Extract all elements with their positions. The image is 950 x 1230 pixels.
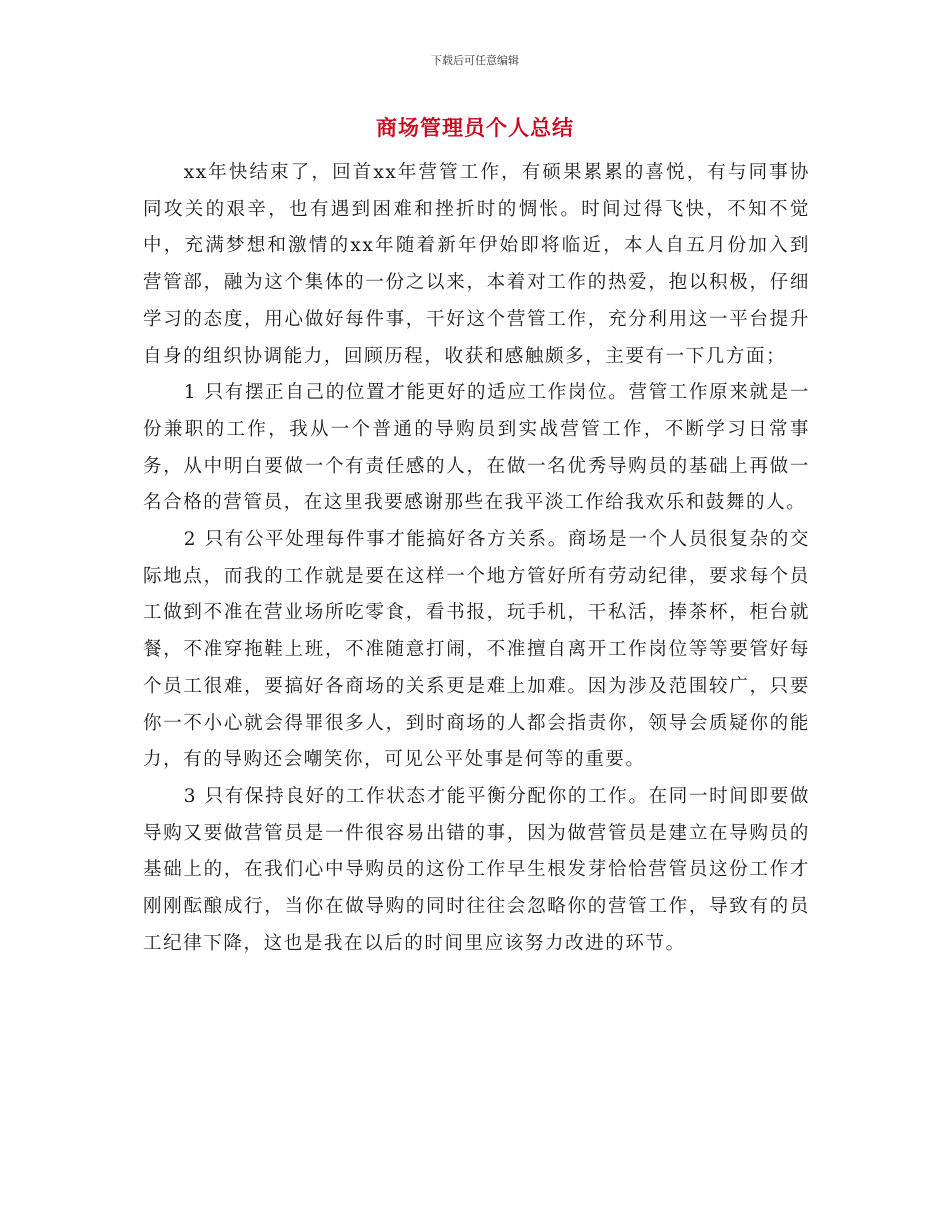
document-title: 商场管理员个人总结 — [376, 115, 574, 140]
paragraph-point-3: 3 只有保持良好的工作状态才能平衡分配你的工作。在同一时间即要做导购又要做营管员是一件很容易出错的事，因为做营管员是建立在导购员的基础上的，在我们心中导购员的这份工作早生根发芽恰恰营管员这份工作才刚刚酝酿成行，当你在做导购的同时往往会忽略你的营管工作，导致有的员工纪律下降，这也是我在以后的时间里应该努力改进的环节。 — [143, 785, 810, 954]
paragraph-intro: xx年快结束了，回首xx年营管工作，有硕果累累的喜悦，有与同事协同攻关的艰辛，也有遇到困难和挫折时的惆怅。时间过得飞快，不知不觉中，充满梦想和激情的xx年随着新年伊始即将临近，本人自五月份加入到营管部，融为这个集体的一份之以来，本着对工作的热爱，抱以积极，仔细学习的态度，用心做好每件事，干好这个营管工作，充分利用这一平台提升自身的组织协调能力，回顾历程，收获和感触颇多，主要有一下几方面； — [143, 162, 810, 367]
paragraph-point-2: 2 只有公平处理每件事才能搞好各方关系。商场是一个人员很复杂的交际地点，而我的工作就是要在这样一个地方管好所有劳动纪律，要求每个员工做到不准在营业场所吃零食，看书报，玩手机，干私活，捧茶杯，柜台就餐，不准穿拖鞋上班，不准随意打闹，不准擅自离开工作岗位等等要管好每个员工很难，要搞好各商场的关系更是难上加难。因为涉及范围较广，只要你一不小心就会得罪很多人，到时商场的人都会指责你，领导会质疑你的能力，有的导购还会嘲笑你，可见公平处事是何等的重要。 — [143, 529, 810, 771]
document-body — [143, 155, 810, 962]
page-header: 下载后可任意编辑 — [431, 54, 519, 67]
paragraph-point-1: 1 只有摆正自己的位置才能更好的适应工作岗位。营管工作原来就是一份兼职的工作，我从一个普通的导购员到实战营管工作，不断学习日常事务，从中明白要做一个有责任感的人，在做一名优秀导购员的基础上再做一名合格的营管员，在这里我要感谢那些在我平淡工作给我欢乐和鼓舞的人。 — [143, 382, 810, 514]
